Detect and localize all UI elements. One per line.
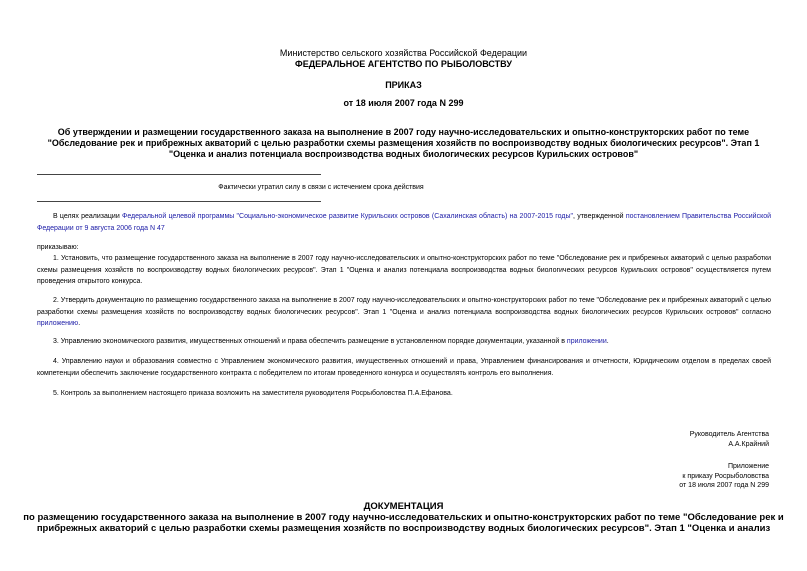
signatory-position: Руководитель Агентства xyxy=(689,431,769,438)
order-title-line-1: Об утверждении и размещении государственного заказа на выполнение в 2007 году научно-исследовательских и опытно-конструкторских работ по теме xyxy=(57,127,750,137)
doc-date-number: от 18 июля 2007 года N 299 xyxy=(343,98,464,108)
item-3: 3. Управлению экономического развития, имущественных отношений и права обеспечить размещение в установленном порядке документации, указанной в приложении. xyxy=(53,338,609,345)
order-title-line-3: "Оценка и анализ потенциала воспроизводства водных биологических ресурсов Курильских островов" xyxy=(168,149,639,159)
item-1 xyxy=(37,253,771,288)
documentation-heading: ДОКУМЕНТАЦИЯ xyxy=(363,501,444,512)
divider-bottom xyxy=(37,201,321,202)
agency-name: ФЕДЕРАЛЬНОЕ АГЕНТСТВО ПО РЫБОЛОВСТВУ xyxy=(295,59,512,69)
government-decree-link[interactable]: постановлением Правительства Российской Федерации от 9 августа 2006 года N 47 xyxy=(37,213,772,232)
appendix-to: к приказу Росрыболовства xyxy=(682,472,769,480)
appendix-link-2[interactable]: приложении xyxy=(566,338,607,345)
item-1-text: 1. Установить, что размещение государственного заказа на выполнение в 2007 году научно-исследовательских и опытно-конструкторских работ по теме "Обследование рек и прибрежных акваторий с целью разработки схемы размещения хозяйств по воспроизводству водных биологических ресурсов". Этап 1 "Оценка и анализ потенциала воспроизводства водных биологических ресурсов Курильских островов" осуществляется путем проведения открытого конкурса. xyxy=(37,255,771,285)
documentation-line-2: прибрежных акваторий с целью разработки схемы размещения хозяйств по воспроизводству водных биологических ресурсов". Этап 1 "Оценка и анализ xyxy=(36,523,771,534)
documentation-line-1: по размещению государственного заказа на выполнение в 2007 году научно-исследовательских и опытно-конструкторских работ по теме "Обследование рек и xyxy=(23,512,784,523)
item-4-text: 4. Управлению науки и образования совместно с Управлением экономического развития, имущественных отношений и права, Управлением финансирования и отчетности, Юридическим отделом в пределах своей компетенции обеспечить заключение государственного контракта с победителем по итогам проведенного конкурса и осуществлять контроль его выполнения. xyxy=(37,358,771,377)
appendix-label: Приложение xyxy=(727,463,769,470)
order-title-line-2: "Обследование рек и прибрежных акваторий с целью разработки схемы размещения хозяйств по воспроизводству водных биологических ресурсов". Этап 1 xyxy=(47,138,760,148)
item-2-text: 2. Утвердить документацию по размещению государственного заказа на выполнение в 2007 году научно-исследовательских и опытно-конструкторских работ по теме "Обследование рек и прибрежных акваторий с целью разработки схемы размещения хозяйств по воспроизводству водных биологических ресурсов". Этап 1 "Оценка и анализ потенциала воспроизводства водных биологических ресурсов Курильских островов" согласно xyxy=(37,297,771,316)
preamble-text-1: В целях реализации xyxy=(53,213,122,220)
federal-program-link[interactable]: Федеральной целевой программы "Социально-экономическое развитие Курильских островов (Сахалинская область) на 2007-2015 годы" xyxy=(122,213,574,220)
signatory-name: А.А.Крайний xyxy=(728,440,769,448)
doc-type: ПРИКАЗ xyxy=(385,80,422,90)
appendix-link[interactable]: приложению xyxy=(37,320,79,327)
appendix-block xyxy=(679,462,769,491)
signature-block xyxy=(690,430,769,449)
item-2: 2. Утвердить документацию по размещению государственного заказа на выполнение в 2007 году научно-исследовательских и опытно-конструкторских работ по теме "Обследование рек и прибрежных акваторий с целью разработки схемы размещения хозяйств по воспроизводству водных биологических ресурсов". Этап 1 "Оценка и анализ потенциала воспроизводства водных биологических ресурсов Курильских островов" согласно приложению. xyxy=(37,297,771,327)
item-4 xyxy=(37,356,771,379)
status-note: Фактически утратил силу в связи с истечением срока действия xyxy=(218,184,424,191)
preamble xyxy=(37,211,771,234)
preamble-text-2: , утвержденной xyxy=(573,213,626,220)
order-word: приказываю: xyxy=(37,244,79,251)
item-5-text: 5. Контроль за выполнением настоящего приказа возложить на заместителя руководителя Росрыболовства П.А.Ефанова. xyxy=(53,390,453,397)
divider-top xyxy=(37,174,321,175)
appendix-date: от 18 июля 2007 года N 299 xyxy=(679,482,769,489)
item-3-text: 3. Управлению экономического развития, имущественных отношений и права обеспечить размещение в установленном порядке документации, указанной в xyxy=(53,338,567,345)
item-5 xyxy=(37,388,771,400)
ministry-name: Министерство сельского хозяйства Российской Федерации xyxy=(279,48,528,58)
